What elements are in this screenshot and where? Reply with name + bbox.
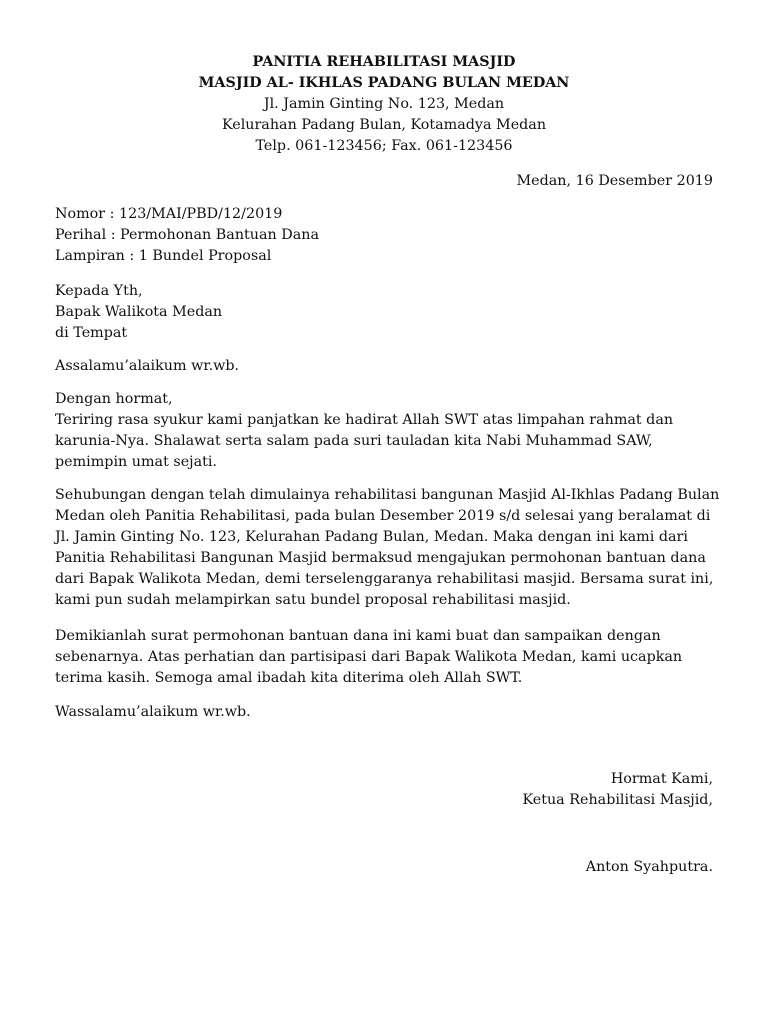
greeting (55, 356, 715, 377)
letterhead (0, 52, 768, 157)
recipient-line-2: Bapak Walikota Medan (55, 304, 223, 320)
signature-title: Ketua Rehabilitasi Masjid, (522, 792, 713, 808)
opening-paragraph (55, 389, 720, 473)
mosque-name: MASJID AL- IKHLAS PADANG BULAN MEDAN (198, 75, 570, 91)
salutation: Dengan hormat, (55, 391, 173, 407)
paragraph-line: terima kasih. Semoga amal ibadah kita diterima oleh Allah SWT. (55, 670, 523, 686)
letter-number: Nomor : 123/MAI/PBD/12/2019 (55, 206, 283, 222)
closing-paragraph (55, 626, 720, 689)
letter-subject: Perihal : Permohonan Bantuan Dana (55, 227, 319, 243)
paragraph-line: dari Bapak Walikota Medan, demi terselenggaranya rehabilitasi masjid. Bersama surat ini, (55, 571, 714, 587)
paragraph-line: Sehubungan dengan telah dimulainya rehabilitasi bangunan Masjid Al-Ikhlas Padang Bulan (55, 487, 720, 503)
organization-name: PANITIA REHABILITASI MASJID (252, 54, 516, 70)
greeting-text: Assalamu’alaikum wr.wb. (55, 358, 240, 374)
district-line: Kelurahan Padang Bulan, Kotamadya Medan (221, 117, 547, 133)
paragraph-line: kami pun sudah melampirkan satu bundel proposal rehabilitasi masjid. (55, 592, 571, 608)
paragraph-line: Medan oleh Panitia Rehabilitasi, pada bulan Desember 2019 s/d selesai yang beralamat di (55, 508, 711, 524)
paragraph-line: pemimpin umat sejati. (55, 454, 217, 470)
recipient-block (55, 281, 715, 344)
paragraph-line: sebenarnya. Atas perhatian dan partisipasi dari Bapak Walikota Medan, kami ucapkan (55, 649, 683, 665)
letter-date: Medan, 16 Desember 2019 (516, 173, 713, 189)
recipient-line-3: di Tempat (55, 325, 128, 341)
letter-attachment: Lampiran : 1 Bundel Proposal (55, 248, 272, 264)
paragraph-line: Demikianlah surat permohonan bantuan dana ini kami buat dan sampaikan dengan (55, 628, 661, 644)
signature-regards: Hormat Kami, (610, 771, 713, 787)
farewell-text: Wassalamu’alaikum wr.wb. (55, 704, 251, 720)
paragraph-line: Jl. Jamin Ginting No. 123, Kelurahan Padang Bulan, Medan. Maka dengan ini kami dari (55, 529, 688, 545)
signature-name: Anton Syahputra. (585, 859, 713, 875)
letter-meta (55, 204, 715, 267)
contact-line: Telp. 061-123456; Fax. 061-123456 (255, 138, 513, 154)
paragraph-line: Teriring rasa syukur kami panjatkan ke hadirat Allah SWT atas limpahan rahmat dan (55, 412, 674, 428)
paragraph-line: Panitia Rehabilitasi Bangunan Masjid bermaksud mengajukan permohonan bantuan dana (55, 550, 706, 566)
body-paragraph (55, 485, 720, 611)
recipient-line-1: Kepada Yth, (55, 283, 143, 299)
address-line: Jl. Jamin Ginting No. 123, Medan (263, 96, 505, 112)
paragraph-line: karunia-Nya. Shalawat serta salam pada suri tauladan kita Nabi Muhammad SAW, (55, 433, 653, 449)
farewell (55, 702, 715, 723)
